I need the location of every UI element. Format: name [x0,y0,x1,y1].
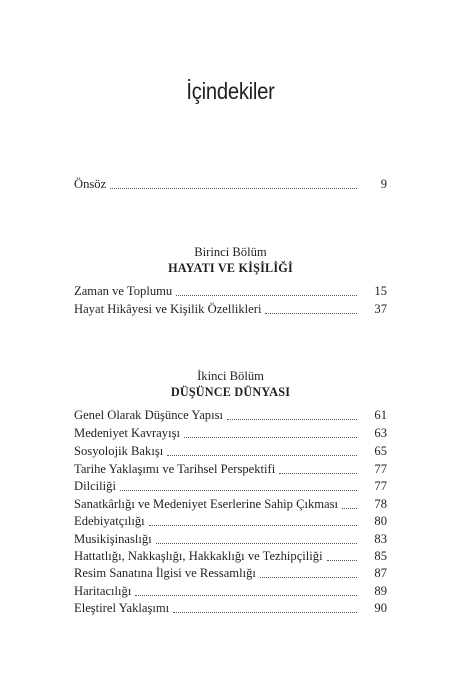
toc-entry-label: Tarihe Yaklaşımı ve Tarihsel Perspektifi [74,462,276,476]
toc-entry-label: Önsöz [74,177,107,191]
toc-entry-label: Dilciliği [74,479,116,493]
toc-entry-label: Hayat Hikâyesi ve Kişilik Özellikleri [74,302,262,316]
toc-entry-page: 83 [374,532,387,546]
toc-entry-page: 80 [374,514,387,528]
toc-entry[interactable] [74,442,387,458]
toc-entry-label: Musikişinaslığı [74,532,152,546]
dot-leader [110,187,357,189]
section-1-heading: HAYATI VE KİŞİLİĞİ [168,261,293,275]
toc-entry-page: 89 [374,584,387,598]
toc-entry-label: Resim Sanatına İlgisi ve Ressamlığı [74,566,256,580]
section-1-subtitle: Birinci Bölüm [194,245,267,259]
toc-entry-page: 9 [380,177,387,191]
toc-entry-label: Sosyolojik Bakışı [74,444,164,458]
dot-leader [227,418,357,420]
toc-entry-label: Eleştirel Yaklaşımı [74,601,170,615]
dot-leader [260,576,357,578]
toc-entry[interactable] [74,460,387,476]
section-2-subtitle: İkinci Bölüm [197,369,264,383]
toc-entry[interactable] [74,564,387,580]
toc-entry-label: Genel Olarak Düşünce Yapısı [74,408,223,422]
dot-leader [120,489,357,491]
toc-entry[interactable] [74,582,387,598]
toc-entry-page: 87 [374,566,387,580]
toc-entry-page: 37 [374,302,387,316]
toc-entry-label: Haritacılığı [74,584,132,598]
dot-leader [279,472,357,474]
toc-entry-page: 85 [374,549,387,563]
toc-entry[interactable] [74,495,387,511]
toc-entry[interactable] [74,512,387,528]
dot-leader [135,594,357,596]
toc-entry[interactable] [74,547,387,563]
page-title: İçindekiler [186,78,275,104]
dot-leader [173,611,357,613]
toc-entry-page: 63 [374,426,387,440]
toc-entry-page: 90 [374,601,387,615]
dot-leader [327,559,357,561]
toc-entry-label: Medeniyet Kavrayışı [74,426,180,440]
dot-leader [167,454,357,456]
dot-leader [176,294,357,296]
toc-entry[interactable] [74,599,387,615]
section-2-heading: DÜŞÜNCE DÜNYASI [170,385,291,399]
toc-entry-label: Edebiyatçılığı [74,514,145,528]
toc-entry-page: 15 [374,284,387,298]
toc-entry-page: 77 [374,479,387,493]
toc-entry-label: Hattatlığı, Nakkaşlığı, Hakkaklığı ve Tezhipçiliği [74,549,323,563]
toc-entry[interactable] [74,424,387,440]
toc-entry[interactable] [74,530,387,546]
toc-entry-label: Zaman ve Toplumu [74,284,173,298]
toc-entry-page: 65 [374,444,387,458]
toc-entry[interactable] [74,300,387,316]
dot-leader [156,542,357,544]
toc-entry-page: 78 [374,497,387,511]
toc-entry[interactable] [74,406,387,422]
toc-entry-page: 77 [374,462,387,476]
dot-leader [184,436,357,438]
toc-entry-onsoz[interactable] [74,175,387,191]
dot-leader [265,312,357,314]
toc-entry-label: Sanatkârlığı ve Medeniyet Eserlerine Sahip Çıkması [74,497,339,511]
toc-entry[interactable] [74,477,387,493]
toc-entry-page: 61 [374,408,387,422]
dot-leader [149,524,357,526]
dot-leader [342,507,357,509]
toc-entry[interactable] [74,282,387,298]
